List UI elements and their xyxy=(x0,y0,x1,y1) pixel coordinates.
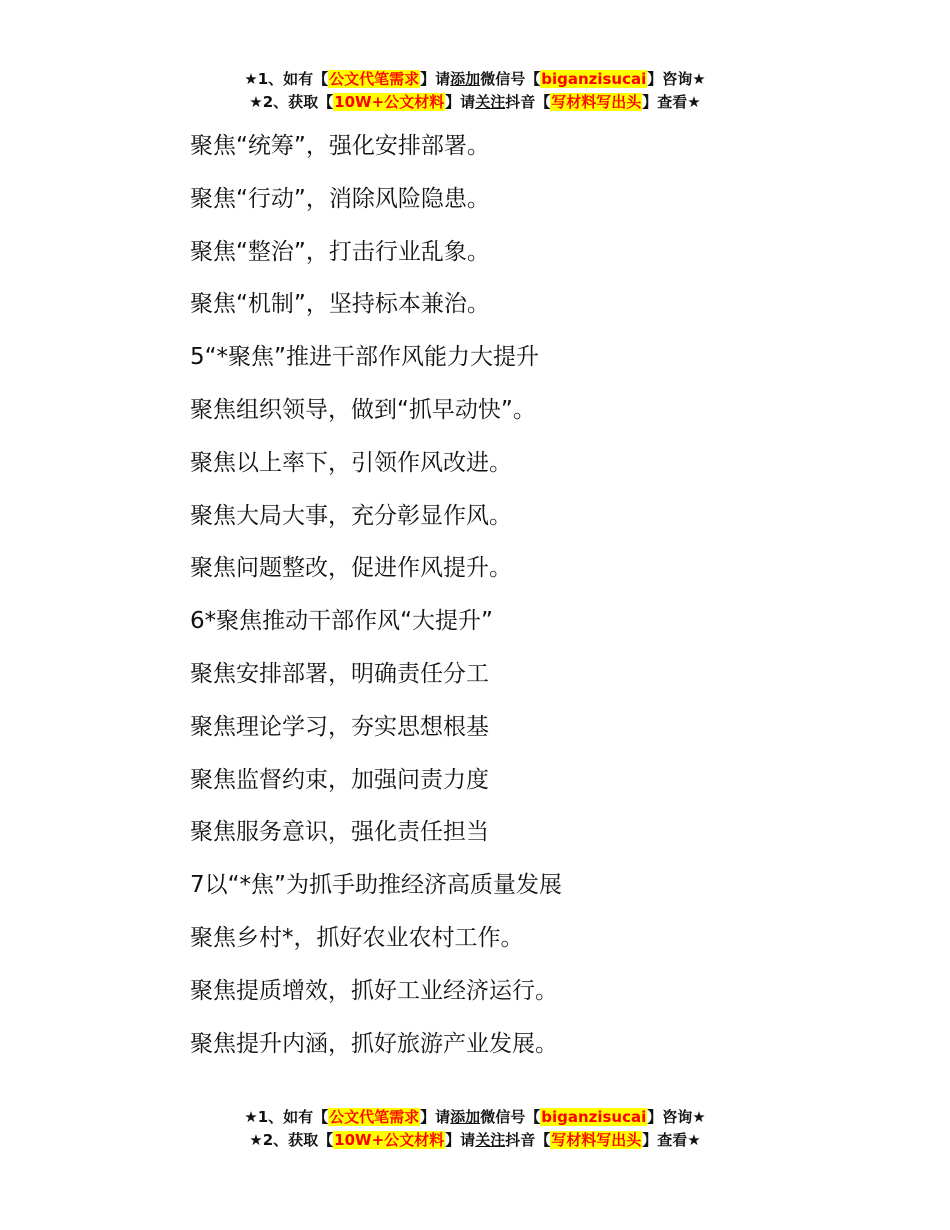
star-icon: ★ xyxy=(244,1108,258,1126)
highlight-service: 公文代笔需求 xyxy=(329,1108,420,1126)
star-icon: ★ xyxy=(687,93,701,111)
paragraph: 聚焦“统筹”，强化安排部署。 xyxy=(190,133,490,159)
star-icon: ★ xyxy=(249,93,263,111)
underlined-text: 添加 xyxy=(450,1108,481,1126)
section-heading: 5“*聚焦”推进干部作风能力大提升 xyxy=(190,344,539,371)
paragraph: 聚焦安排部署，明确责任分工 xyxy=(190,660,489,687)
banner-text: 微信号【 xyxy=(480,1108,541,1126)
document-body xyxy=(190,120,870,1070)
banner-text: 抖音【 xyxy=(505,93,551,111)
star-icon: ★ xyxy=(687,1131,701,1149)
highlight-douyin-account: 写材料写出头 xyxy=(551,93,642,111)
banner-text: 】请 xyxy=(445,93,476,111)
underlined-text: 关注 xyxy=(475,1131,506,1149)
paragraph: 聚焦监督约束，加强问责力度 xyxy=(190,766,489,793)
banner-text: 2、获取【 xyxy=(262,1131,334,1149)
banner-text: 2、获取【 xyxy=(262,93,334,111)
banner-text: 】咨询 xyxy=(647,70,693,88)
highlight-service: 公文代笔需求 xyxy=(329,70,420,88)
banner-text: 微信号【 xyxy=(480,70,541,88)
star-icon: ★ xyxy=(249,1131,263,1149)
banner-text: 1、如有【 xyxy=(257,1108,329,1126)
star-icon: ★ xyxy=(692,70,706,88)
underlined-text: 添加 xyxy=(450,70,481,88)
footer-banner xyxy=(0,1106,950,1152)
highlight-wechat-id: biganzisucai xyxy=(541,70,647,88)
paragraph: 聚焦提升内涵，抓好旅游产业发展。 xyxy=(190,1030,558,1057)
banner-text: 】请 xyxy=(445,1131,476,1149)
underlined-text: 关注 xyxy=(475,93,506,111)
header-banner xyxy=(0,68,950,114)
banner-text: 】请 xyxy=(420,1108,451,1126)
section-heading: 7以“*焦”为抓手助推经济高质量发展 xyxy=(190,872,562,899)
banner-line-2 xyxy=(0,1129,950,1152)
paragraph: 聚焦服务意识，强化责任担当 xyxy=(190,819,489,846)
banner-line-2 xyxy=(0,91,950,114)
highlight-materials: 10W+公文材料 xyxy=(334,93,445,111)
star-icon: ★ xyxy=(692,1108,706,1126)
highlight-wechat-id: biganzisucai xyxy=(541,1108,647,1126)
highlight-douyin-account: 写材料写出头 xyxy=(551,1131,642,1149)
star-icon: ★ xyxy=(244,70,258,88)
banner-line-1 xyxy=(0,1106,950,1129)
banner-text: 1、如有【 xyxy=(257,70,329,88)
banner-text: 】请 xyxy=(420,70,451,88)
paragraph: 聚焦提质增效，抓好工业经济运行。 xyxy=(190,977,558,1004)
banner-text: 】查看 xyxy=(642,1131,688,1149)
section-heading: 6*聚焦推动干部作风“大提升” xyxy=(190,608,493,635)
highlight-materials: 10W+公文材料 xyxy=(334,1131,445,1149)
paragraph: 聚焦“行动”，消除风险隐患。 xyxy=(190,185,490,212)
banner-text: 】咨询 xyxy=(647,1108,693,1126)
paragraph: 聚焦问题整改，促进作风提升。 xyxy=(190,555,512,582)
paragraph: 聚焦理论学习，夯实思想根基 xyxy=(190,713,489,740)
paragraph: 聚焦组织领导，做到“抓早动快”。 xyxy=(190,396,536,423)
paragraph: 聚焦乡村*，抓好农业农村工作。 xyxy=(190,924,524,951)
banner-text: 】查看 xyxy=(642,93,688,111)
paragraph: 聚焦大局大事，充分彰显作风。 xyxy=(190,502,512,529)
paragraph: 聚焦“机制”，坚持标本兼治。 xyxy=(190,291,490,318)
paragraph: 聚焦以上率下，引领作风改进。 xyxy=(190,449,512,476)
paragraph: 聚焦“整治”，打击行业乱象。 xyxy=(190,238,490,265)
banner-line-1 xyxy=(0,68,950,91)
banner-text: 抖音【 xyxy=(505,1131,551,1149)
